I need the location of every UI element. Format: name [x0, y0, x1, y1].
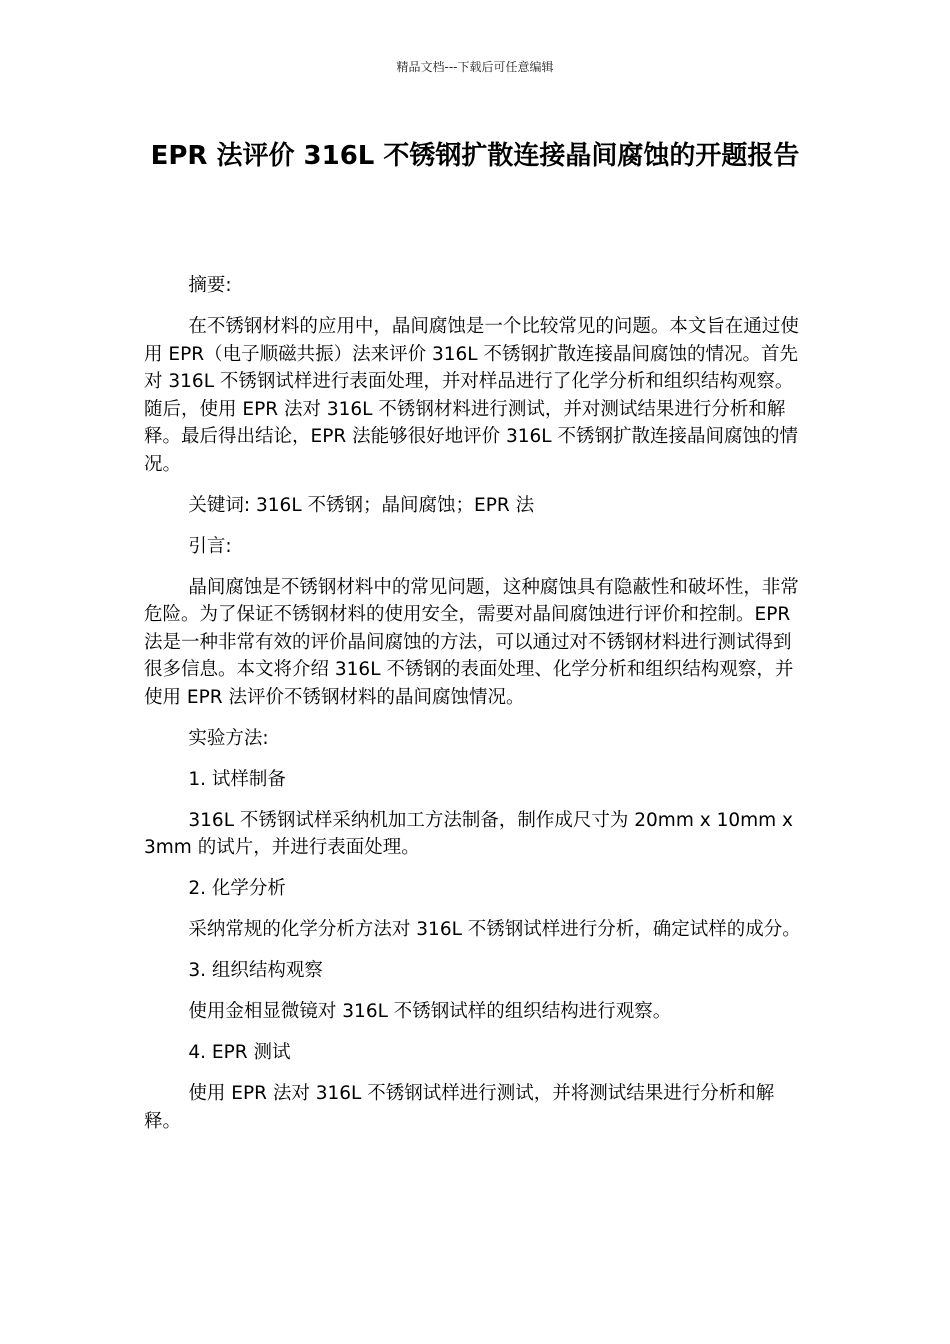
introduction-text: 晶间腐蚀是不锈钢材料中的常见问题，这种腐蚀具有隐蔽性和破坏性，非常危险。为了保证不锈钢材料的使用安全，需要对晶间腐蚀进行评价和控制。EPR 法是一种非常有效的评价晶间腐蚀的方法，可以通过对不锈钢材料进行测试得到很多信息。本文将介绍 316L 不锈钢的表面处理、化学分析和组织结构观察，并使用 EPR 法评价不锈钢材料的晶间腐蚀情况。	[144, 576, 799, 708]
header-note: 精品文档---下载后可任意编辑	[396, 60, 554, 74]
abstract-text: 在不锈钢材料的应用中，晶间腐蚀是一个比较常见的问题。本文旨在通过使用 EPR（电子顺磁共振）法来评价 316L 不锈钢扩散连接晶间腐蚀的情况。首先对 316L 不锈钢试样进行表面处理，并对样品进行了化学分析和组织结构观察。随后，使用 EPR 法对 316L 不锈钢材料进行测试，并对测试结果进行分析和解释。最后得出结论，EPR 法能够很好地评价 316L 不锈钢扩散连接晶间腐蚀的情况。	[144, 316, 799, 475]
method-3-heading: 3. 组织结构观察	[188, 960, 323, 981]
keywords: 关键词: 316L 不锈钢；晶间腐蚀；EPR 法	[188, 494, 535, 516]
method-2-heading: 2. 化学分析	[188, 878, 286, 899]
method-4-text: 使用 EPR 法对 316L 不锈钢试样进行测试，并将测试结果进行分析和解释。	[144, 1083, 775, 1132]
method-2-text: 采纳常规的化学分析方法对 316L 不锈钢试样进行分析，确定试样的成分。	[188, 919, 801, 940]
method-3-text: 使用金相显微镜对 316L 不锈钢试样的组织结构进行观察。	[188, 1001, 672, 1022]
method-1-text: 316L 不锈钢试样采纳机加工方法制备，制作成尺寸为 20mm x 10mm x 3mm 的试片，并进行表面处理。	[144, 809, 793, 858]
abstract-heading: 摘要:	[188, 275, 232, 296]
method-1-heading: 1. 试样制备	[188, 768, 286, 790]
introduction-heading: 引言:	[188, 535, 232, 557]
document-body	[144, 272, 808, 1149]
methods-heading: 实验方法:	[188, 727, 269, 749]
method-4-heading: 4. EPR 测试	[188, 1042, 291, 1063]
document-title: EPR 法评价 316L 不锈钢扩散连接晶间腐蚀的开题报告	[150, 141, 800, 171]
